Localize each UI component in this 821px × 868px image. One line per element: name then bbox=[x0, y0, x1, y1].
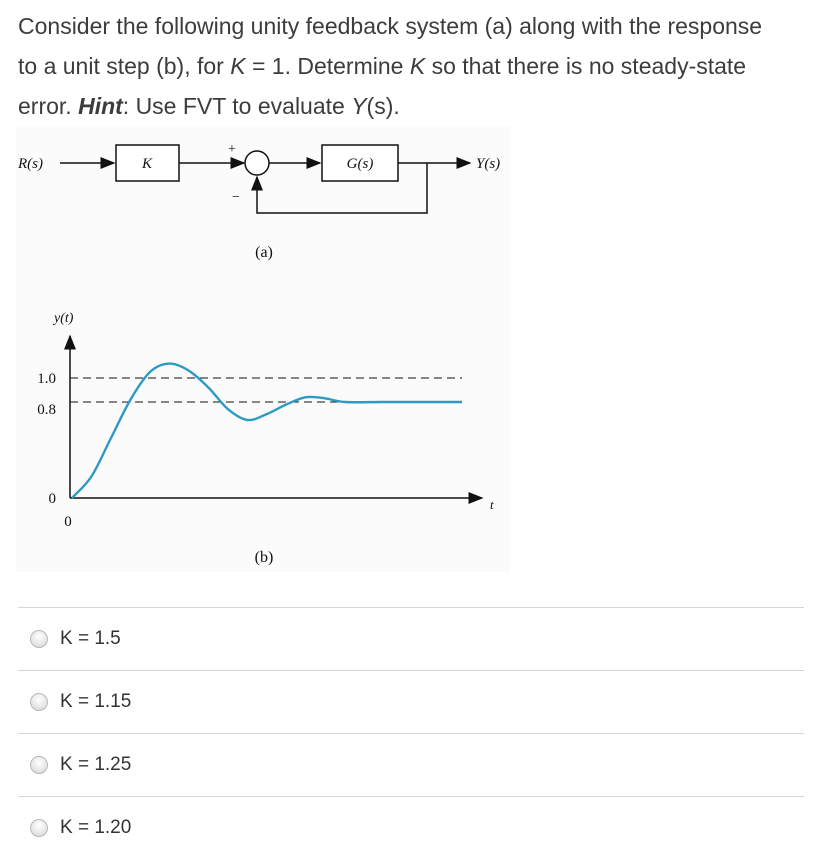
minus-sign: − bbox=[232, 190, 240, 205]
y-tick-label: 0.8 bbox=[37, 402, 56, 418]
x-tick-label: 0 bbox=[64, 514, 72, 530]
caption-a: (a) bbox=[255, 244, 273, 261]
question-line-1 bbox=[18, 6, 798, 46]
question-line-2b: = 1. Determine bbox=[245, 53, 410, 79]
question-var-y: Y bbox=[351, 93, 367, 119]
question-line-2c: so that there is no steady-state bbox=[425, 53, 747, 79]
option-k-1-5[interactable] bbox=[18, 607, 804, 670]
block-diagram bbox=[17, 142, 500, 261]
question-text bbox=[18, 6, 798, 126]
question-line-3b: : Use FVT to evaluate bbox=[122, 93, 352, 119]
reference-lines bbox=[70, 378, 462, 402]
option-label: K = 1.15 bbox=[60, 691, 132, 712]
summing-junction bbox=[245, 151, 269, 175]
step-response-plot bbox=[37, 311, 494, 566]
question-line-3a: error. bbox=[18, 93, 79, 119]
question-line-2a: to a unit step (b), for bbox=[18, 53, 231, 79]
y-tick-label: 0 bbox=[48, 491, 56, 507]
option-k-1-25[interactable] bbox=[18, 733, 804, 796]
response-curve bbox=[72, 364, 462, 498]
figure-panel bbox=[16, 126, 510, 572]
output-label: Y(s) bbox=[476, 156, 501, 172]
radio-button[interactable] bbox=[30, 756, 48, 774]
question-var-k: K bbox=[230, 53, 246, 79]
answer-options bbox=[18, 607, 804, 859]
option-label: K = 1.25 bbox=[60, 754, 132, 775]
input-label: R(s) bbox=[18, 156, 43, 172]
plant-label: G(s) bbox=[346, 156, 374, 172]
question-var-k2: K bbox=[409, 53, 426, 79]
question-line-2 bbox=[18, 46, 798, 86]
option-label: K = 1.5 bbox=[60, 628, 121, 649]
y-axis-label: y(t) bbox=[54, 311, 74, 326]
hint-label: Hint bbox=[78, 93, 123, 119]
option-k-1-20[interactable] bbox=[18, 796, 804, 859]
radio-button[interactable] bbox=[30, 693, 48, 711]
option-k-1-15[interactable] bbox=[18, 670, 804, 733]
option-label: K = 1.20 bbox=[60, 817, 132, 838]
plus-sign: + bbox=[228, 142, 236, 157]
gain-label: K bbox=[141, 156, 153, 172]
figure-svg bbox=[16, 126, 510, 572]
question-line-3c: (s). bbox=[366, 93, 400, 119]
radio-button[interactable] bbox=[30, 819, 48, 837]
y-tick-label: 1.0 bbox=[37, 371, 56, 387]
radio-button[interactable] bbox=[30, 630, 48, 648]
caption-b: (b) bbox=[254, 549, 274, 566]
question-line-1-text: Consider the following unity feedback system (a) along with the response bbox=[18, 13, 763, 39]
question-line-3 bbox=[18, 86, 798, 126]
x-axis-label: t bbox=[490, 497, 494, 512]
